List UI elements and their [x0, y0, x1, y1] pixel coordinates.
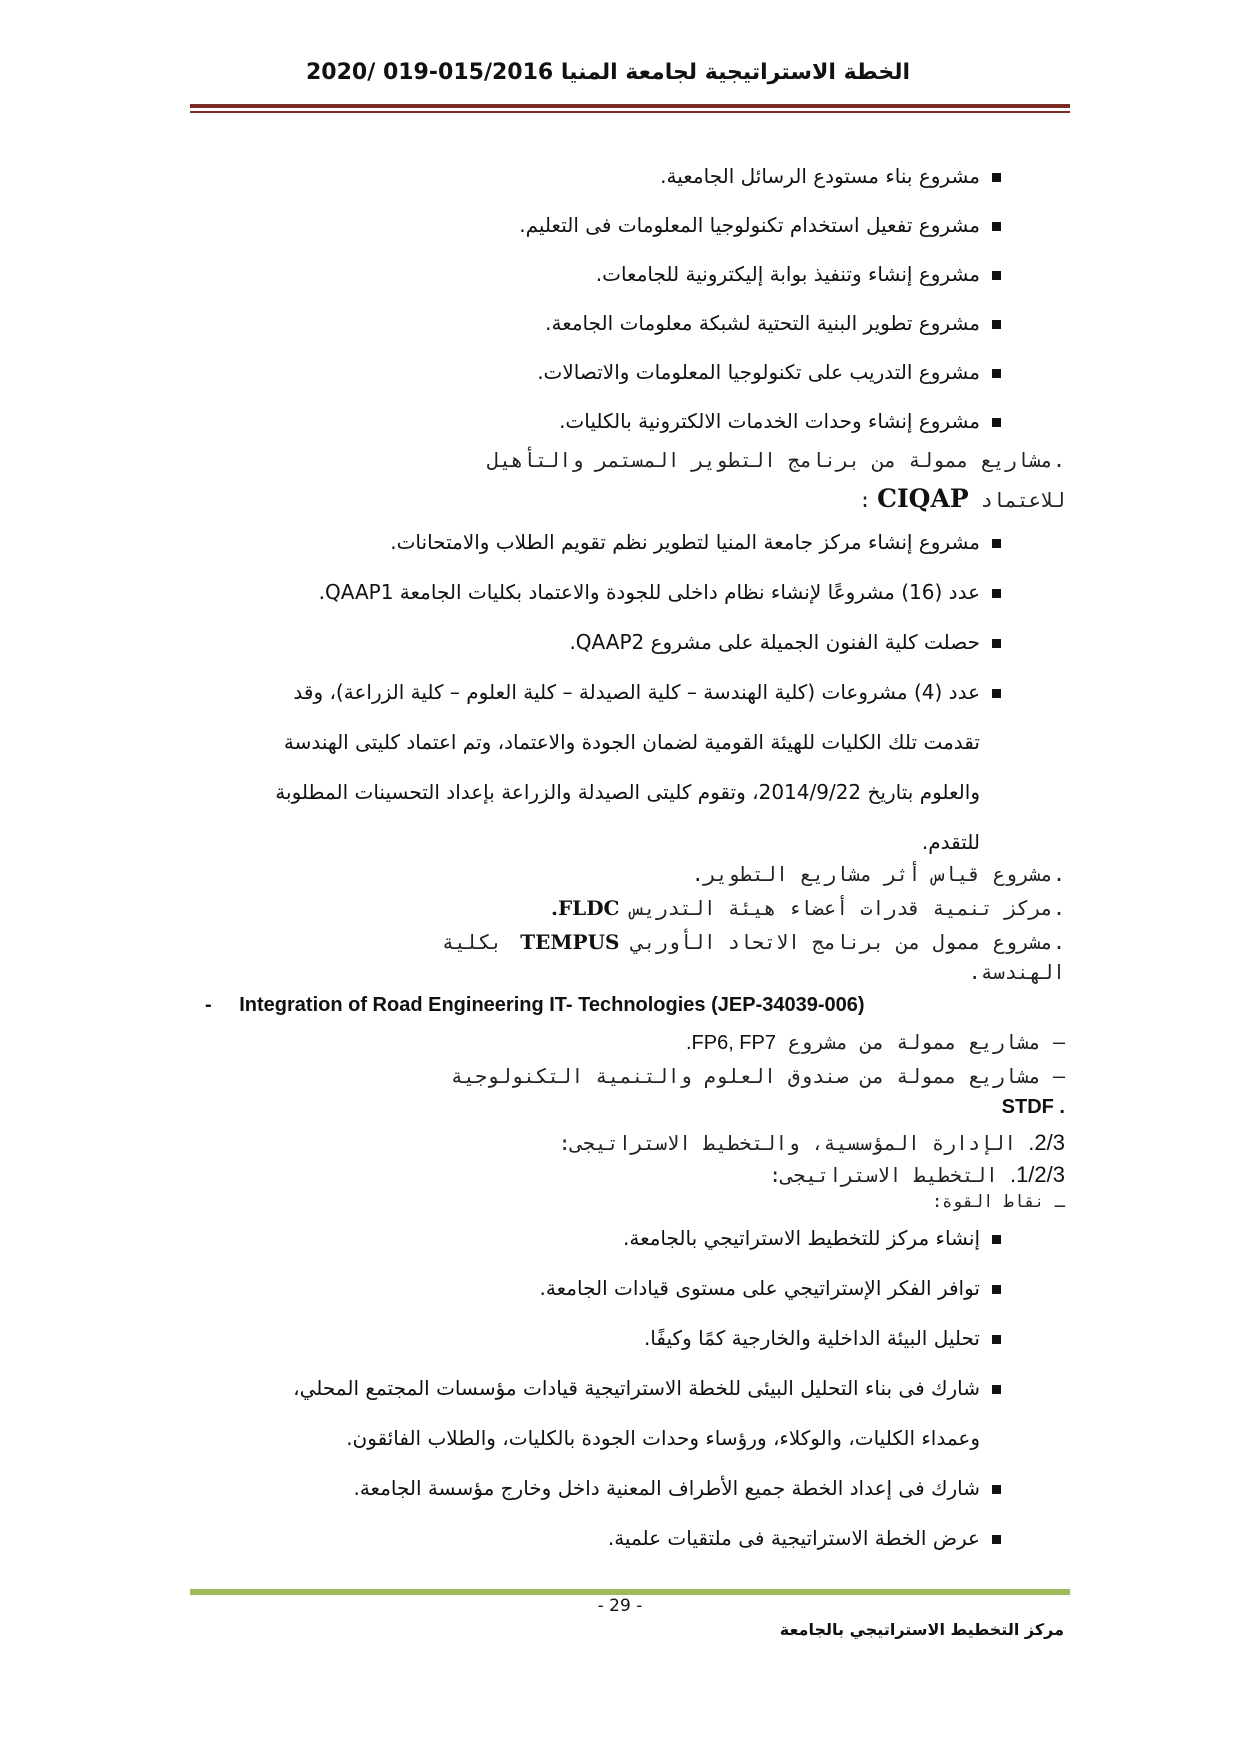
project-fldc: .مركز تنمية قدرات أعضاء هيئة التدريس FLDC.: [550, 896, 1065, 920]
bullet-square-icon: [992, 369, 1001, 378]
bullet-square-icon: [992, 689, 1001, 698]
header-title: الخطة الاستراتيجية لجامعة المنيا 015/2016-019 /2020: [306, 60, 910, 85]
bullet-square-icon: [992, 222, 1001, 231]
project-tempus: .مشروع ممول من برنامج الاتحاد الأوربي TEMPUS بكلية: [442, 930, 1065, 954]
bullet-square-icon: [992, 1285, 1001, 1294]
bullet-square-icon: [992, 589, 1001, 598]
bullet-square-icon: [992, 418, 1001, 427]
dash-marker: -: [205, 994, 212, 1016]
section-heading-1-2-3: 1/2/3. التخطيط الاستراتيجى:: [769, 1162, 1065, 1187]
tempus-project-item: - Integration of Road Engineering IT- Technologies (JEP-34039-006): [205, 994, 865, 1016]
bullet-square-icon: [992, 1385, 1001, 1394]
bullet-square-icon: [992, 320, 1001, 329]
bullet-square-icon: [992, 1235, 1001, 1244]
bullet-square-icon: [992, 1335, 1001, 1344]
header-rule-thick: [190, 104, 1070, 108]
document-page: الخطة الاستراتيجية لجامعة المنيا 015/2016-019 /2020 مشروع بناء مستودع الرسائل الجامعية. مشروع تفعيل استخدام تكنولوجيا المعلومات فى التعليم. مشروع إنشاء وتنفيذ بوابة إليكترونية للجامعات. مشروع تطوير البنية التحتية لشبكة معلومات الجامعة. مشروع التدريب على تكنولوجيا المعلومات والاتصالات. مشروع إنشاء وحدات الخدمات الالكترونية بالكليات. .مشاريع ممولة من برنامج التطوير المستمر والتأهيل للاعتماد CIQAP: مشروع إنشاء مركز جامعة المنيا لتطوير نظم تقويم الطلاب والامتحانات. عدد (16) مشروعًا لإنشاء نظام داخلى للجودة والاعتماد بكليات الجامعة QAAP1. حصلت كلية الفنون الجميلة على مشروع QAAP2. عدد (4) مشروعات (كلية الهندسة – كلية الصيدلة – كلية العلوم – كلية الزراعة)، وقد تقدمت تلك الكليات للهيئة القومية لضمان الجودة والاعتماد، وتم اعتماد كليتى الهندسة والعلوم بتاريخ 2014/9/22، وتقوم كليتى الصيدلة والزراعة بإعداد التحسينات المطلوبة للتقدم. .مشروع قياس أثر مشاريع التطوير. .مركز تنمية قدرات أعضاء هيئة التدريس FLDC. .مشروع ممول من برنامج الاتحاد الأوربي TEMPUS بكلية الهندسة. - Integration of Road Engineering IT- Technologies (JEP-34039-006) – مشاريع ممولة من مشروع FP6, FP7. – مشاريع ممولة من صندوق العلوم والتنمية التكنولوجية . STDF 2/3. الإدارة المؤسسية، والتخطيط الاستراتيجى: 1/2/3. التخطيط الاستراتيجى: ـ نقاط القوة: إنشاء مركز للتخطيط الاستراتيجي بالجامعة. توافر الفكر الإستراتيجي على مستوى قيادات الجامعة. تحليل البيئة الداخلية والخارجية كمًا وكيفًا. شارك فى بناء التحليل البيئى للخطة الاستراتيجية قيادات مؤسسات المجتمع المحلي، وعمداء الكليات، والوكلاء، ورؤساء وحدات الجودة بالكليات، والطلاب الفائقون. شارك فى إعداد الخطة جميع الأطراف المعنية داخل وخارج مؤسسة الجامعة. عرض الخطة الاستراتيجية فى ملتقيات علمية. - 29 - مركز التخطيط الاستراتيجي بالجامعة: [0, 0, 1241, 1754]
footer-label: مركز التخطيط الاستراتيجي بالجامعة: [779, 1620, 1064, 1639]
project-tempus-line2: الهندسة.: [968, 960, 1065, 984]
bullet-square-icon: [992, 639, 1001, 648]
bullet-square-icon: [992, 1535, 1001, 1544]
bullet-square-icon: [992, 271, 1001, 280]
header-rule-thin: [190, 111, 1070, 113]
page-number: - 29 -: [597, 1596, 643, 1616]
tempus-code: TEMPUS: [520, 930, 620, 954]
bullet-square-icon: [992, 173, 1001, 182]
section-heading-2-3: 2/3. الإدارة المؤسسية، والتخطيط الاستراتيجى:: [558, 1130, 1065, 1155]
bullet-square-icon: [992, 1485, 1001, 1494]
fldc-code: FLDC.: [550, 896, 620, 920]
strengths-label: ـ نقاط القوة:: [931, 1192, 1065, 1212]
fp-item: – مشاريع ممولة من مشروع FP6, FP7.: [685, 1030, 1065, 1054]
stdf-item-line1: – مشاريع ممولة من صندوق العلوم والتنمية التكنولوجية: [450, 1064, 1065, 1088]
project-impact: .مشروع قياس أثر مشاريع التطوير.: [691, 862, 1065, 886]
footer-rule: [190, 1589, 1070, 1595]
stdf-item-line2: . STDF: [1001, 1096, 1065, 1118]
bullet-square-icon: [992, 539, 1001, 548]
fp-code: FP6, FP7.: [685, 1032, 776, 1054]
ciqap-heading-line2: للاعتماد CIQAP:: [859, 484, 1065, 513]
ciqap-code: CIQAP: [877, 484, 969, 513]
ciqap-heading-line1: .مشاريع ممولة من برنامج التطوير المستمر والتأهيل: [487, 448, 1065, 472]
